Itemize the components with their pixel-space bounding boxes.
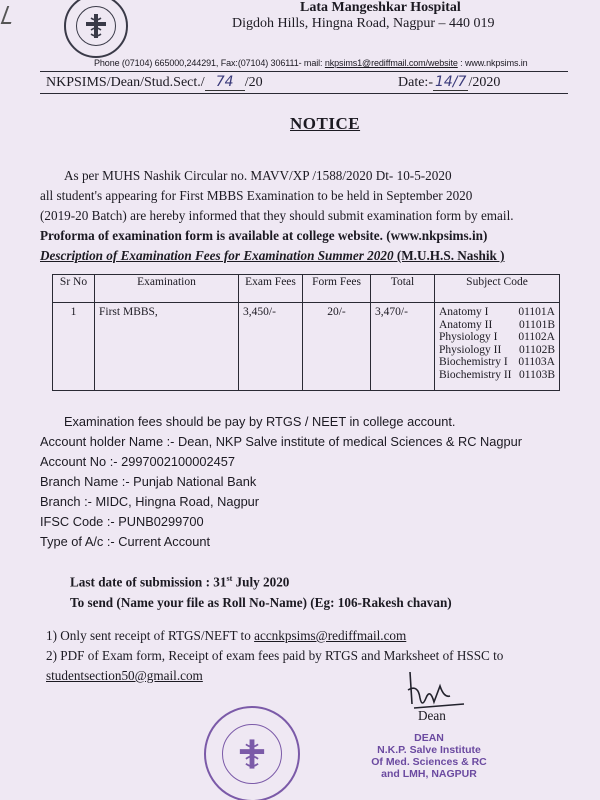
hospital-logo bbox=[64, 0, 128, 58]
notice-title: NOTICE bbox=[290, 114, 361, 133]
cell-form-fees: 20/- bbox=[303, 303, 371, 391]
proforma-line: Proforma of examination form is available at college website. (www.nkpsims.in) bbox=[40, 228, 488, 243]
contact-website: : www.nkpsims.in bbox=[457, 58, 528, 68]
cell-sr: 1 bbox=[53, 303, 95, 391]
subject-row: Physiology II 01102B bbox=[439, 343, 555, 356]
subject-row: Physiology I 01102A bbox=[439, 331, 555, 343]
fees-description: Description of Examination Fees for Examination Summer 2020 (M.U.H.S. Nashik ) bbox=[40, 248, 505, 263]
contact-email-link[interactable]: nkpsims1@rediffmail.com bbox=[324, 58, 426, 68]
account-type: Type of A/c :- Current Account bbox=[40, 534, 210, 549]
branch-name: Branch Name :- Punjab National Bank bbox=[40, 474, 257, 489]
date-handwritten: 14/7 bbox=[434, 74, 467, 90]
hospital-address: Digdoh Hills, Hingna Road, Nagpur – 440 019 bbox=[232, 16, 495, 31]
ifsc-code: IFSC Code :- PUNB0299700 bbox=[40, 514, 204, 529]
col-total: Total bbox=[371, 275, 435, 303]
col-examination: Examination bbox=[95, 275, 239, 303]
subject-row: Biochemistry I 01103A bbox=[439, 356, 555, 368]
account-number: Account No :- 2997002100002457 bbox=[40, 454, 235, 469]
reference-handwritten: 74 bbox=[205, 74, 245, 91]
contact-website-label: /website bbox=[425, 58, 458, 68]
payment-intro: Examination fees should be pay by RTGS / NEET in college account. bbox=[64, 414, 456, 429]
notice-date: Date:- 14/7 /2020 bbox=[398, 74, 501, 90]
table-row bbox=[53, 303, 560, 391]
hospital-name: Lata Mangeshkar Hospital bbox=[300, 0, 461, 15]
dean-label: Dean bbox=[418, 708, 446, 723]
subject-row: Biochemistry II 01103B bbox=[439, 368, 555, 381]
col-subject-code: Subject Code bbox=[435, 275, 560, 303]
account-holder: Account holder Name :- Dean, NKP Salve institute of medical Sciences & RC Nagpur bbox=[40, 434, 523, 449]
dean-stamp: DEAN N.K.P. Salve Institute Of Med. Sciences & RC and LMH, NAGPUR bbox=[371, 732, 487, 780]
cell-exam-fees: 3,450/- bbox=[239, 303, 303, 391]
payment-details bbox=[40, 412, 580, 552]
corner-mark bbox=[1, 6, 18, 24]
cell-exam: First MBBS, bbox=[95, 303, 239, 391]
cell-total: 3,470/- bbox=[371, 303, 435, 391]
caduceus-icon bbox=[235, 737, 269, 771]
dean-signature bbox=[404, 668, 474, 712]
subject-row: Anatomy I 01101A bbox=[439, 306, 555, 318]
col-sr-no: Sr No bbox=[53, 275, 95, 303]
fees-table bbox=[52, 274, 560, 391]
subject-row: Anatomy II 01101B bbox=[439, 318, 555, 331]
header-divider bbox=[40, 71, 568, 72]
col-form-fees: Form Fees bbox=[303, 275, 371, 303]
student-section-email-link[interactable]: studentsection50@gmail.com bbox=[46, 668, 203, 683]
caduceus-icon bbox=[82, 12, 110, 40]
reference-divider bbox=[40, 93, 568, 94]
cell-subjects bbox=[435, 303, 560, 391]
accounts-email-link[interactable]: accnkpsims@rediffmail.com bbox=[254, 628, 407, 643]
col-exam-fees: Exam Fees bbox=[239, 275, 303, 303]
branch: Branch :- MIDC, Hingna Road, Nagpur bbox=[40, 494, 260, 509]
file-naming: To send (Name your file as Roll No-Name) (Eg: 106-Rakesh chavan) bbox=[70, 595, 452, 611]
instructions: 1) Only sent receipt of RTGS/NEFT to accnkpsims@rediffmail.com 2) PDF of Exam form, Receipt of exam fees paid by RTGS and Marksheet of HSSC to studentsection50@gmail.com bbox=[46, 628, 504, 683]
deadline: Last date of submission : 31st July 2020 To send (Name your file as Roll No-Name) (Eg: 106-Rakesh chavan) bbox=[70, 568, 452, 613]
college-seal bbox=[204, 706, 300, 800]
notice-body: As per MUHS Nashik Circular no. MAVV/XP /1588/2020 Dt- 10-5-2020 all student's appearing for First MBBS Examination to be held in September 2020 (2019-20 Batch) are hereby informed that they should submit examination form by email. Proforma of examination form is available at college website. (www.nkpsims.in) Description of Examination Fees for Examination Summer 2020 (M.U.H.S. Nashik ) bbox=[40, 168, 514, 263]
reference-number: NKPSIMS/Dean/Stud.Sect./ 74 /20 bbox=[46, 74, 263, 90]
contact-line: Phone (07104) 665000,244291, Fax:(07104) 306111- mail: nkpsims1@rediffmail.com/website : www.nkpsims.in bbox=[94, 58, 528, 68]
